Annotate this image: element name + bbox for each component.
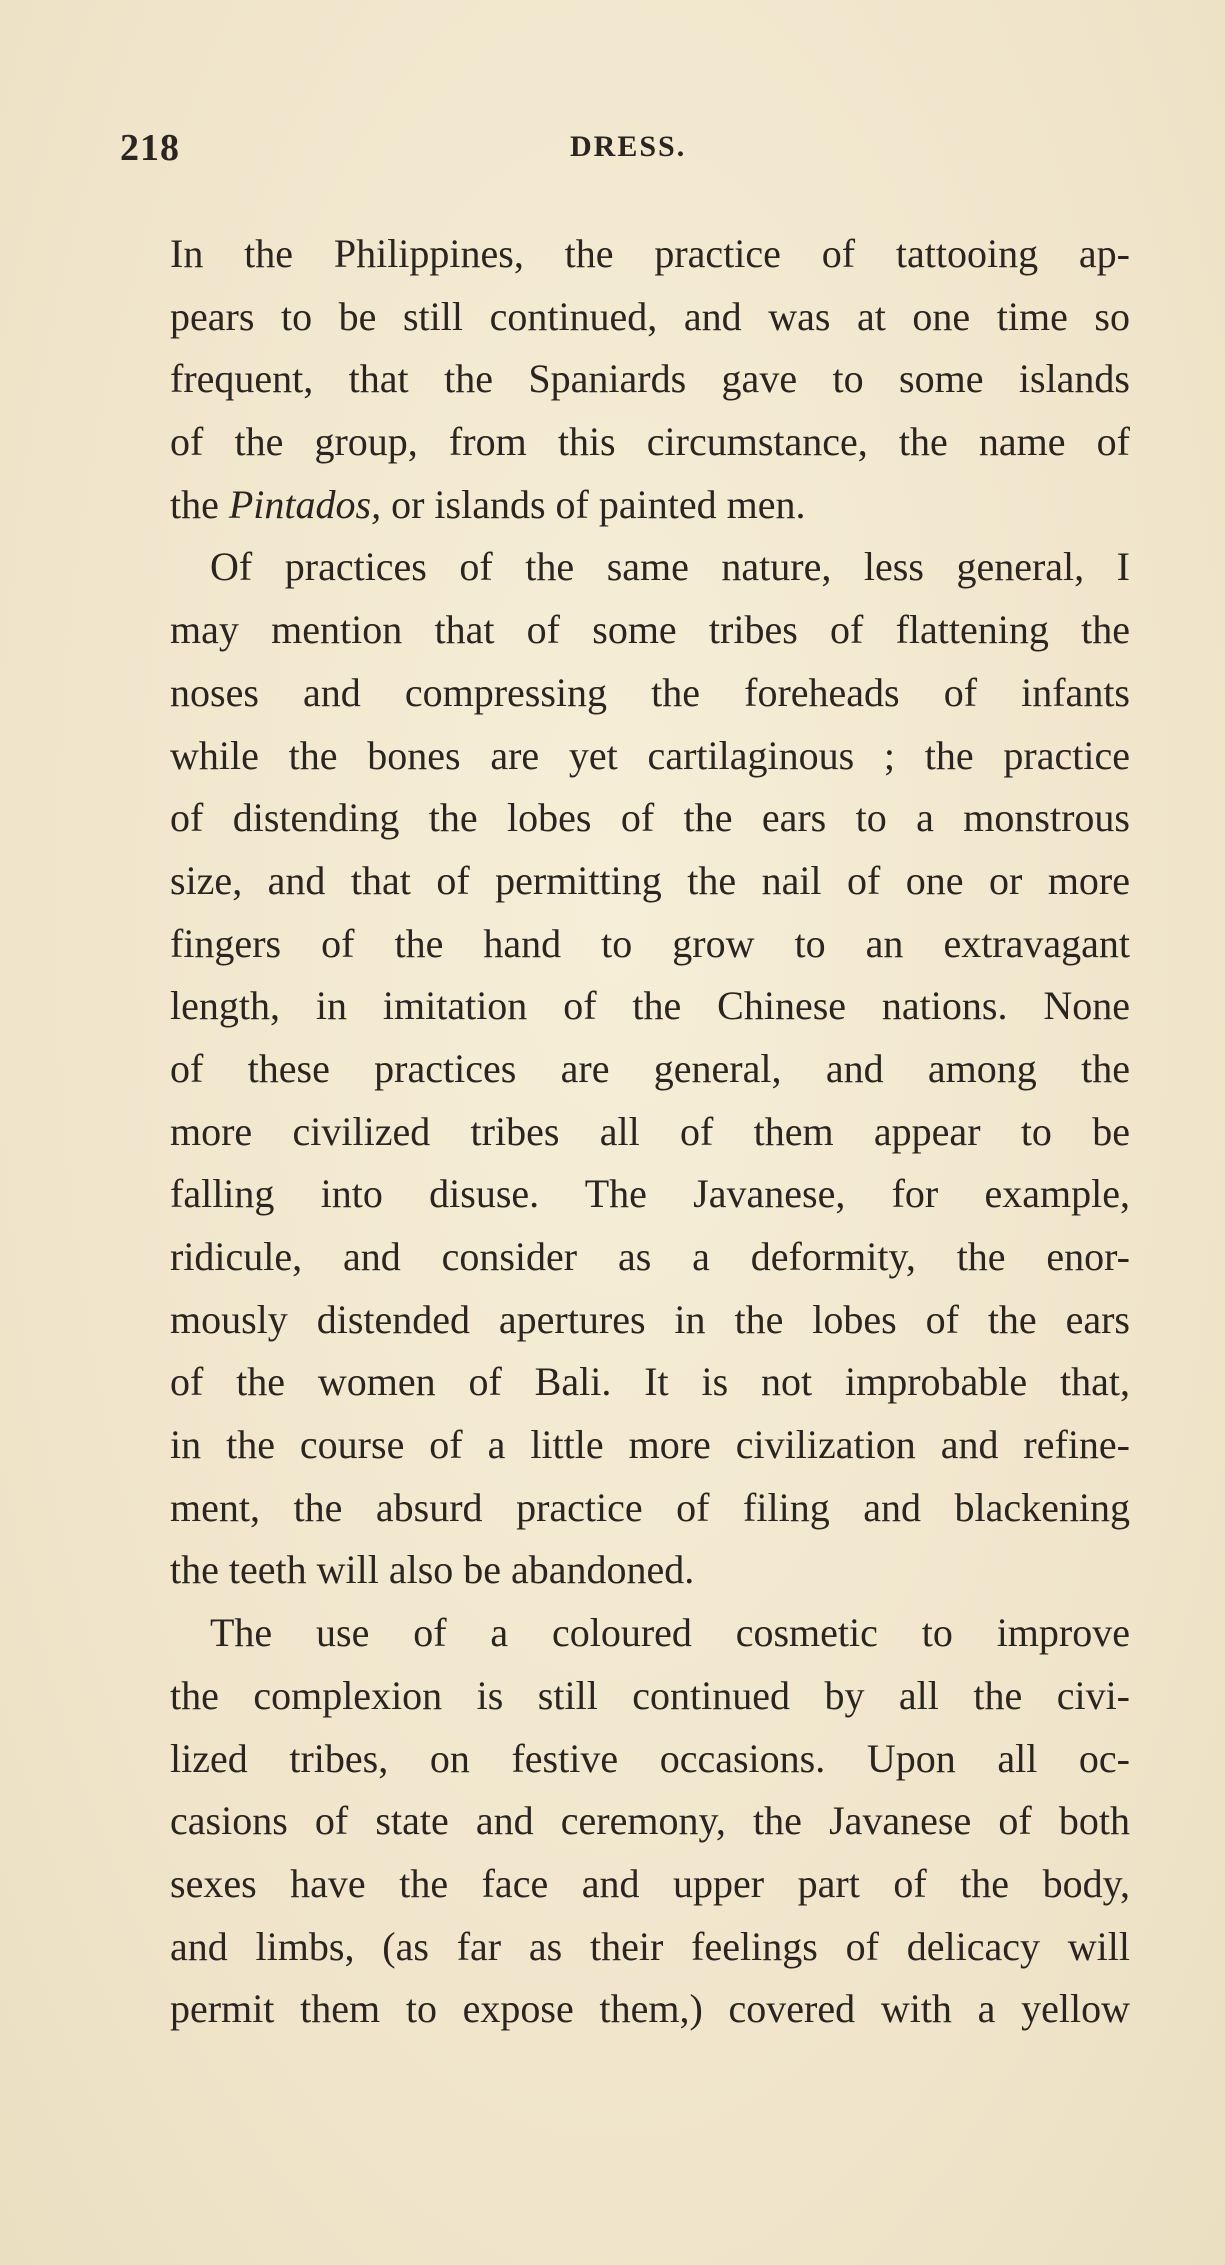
text-line: of these practices are general, and among the — [170, 1045, 1130, 1091]
text-line: ridicule, and consider as a deformity, the enor- — [170, 1234, 1130, 1279]
italic-term: Pintados, — [228, 481, 382, 527]
text-line: frequent, that the Spaniards gave to some islands — [170, 356, 1130, 402]
text-line: may mention that of some tribes of flattening the — [170, 607, 1130, 653]
text-fragment: the — [170, 481, 229, 527]
text-line: permit them to expose them,) covered with a yellow — [170, 1986, 1130, 2032]
running-head — [120, 126, 1120, 176]
text-line: The use of a coloured cosmetic to improve — [210, 1610, 1130, 1656]
body-text — [170, 223, 1130, 2041]
text-line: of the group, from this circumstance, the name of — [170, 419, 1130, 465]
text-line: In the Philippines, the practice of tattooing ap- — [170, 231, 1130, 276]
text-line: in the course of a little more civilization and refine- — [170, 1422, 1130, 1468]
text-line: more civilized tribes all of them appear to be — [170, 1108, 1130, 1154]
text-line: the complexion is still continued by all the civi- — [170, 1672, 1130, 1718]
text-line: casions of state and ceremony, the Javanese of both — [170, 1798, 1130, 1844]
text-line: size, and that of permitting the nail of one or more — [170, 857, 1130, 903]
text-line: the teeth will also be abandoned. — [170, 1547, 695, 1593]
text-line: mously distended apertures in the lobes of the ears — [170, 1296, 1130, 1342]
page-number: 218 — [120, 127, 180, 169]
text-line: falling into disuse. The Javanese, for example, — [170, 1171, 1130, 1217]
text-line: and limbs, (as far as their feelings of delicacy will — [170, 1923, 1130, 1969]
text-line: of distending the lobes of the ears to a monstrous — [170, 795, 1130, 841]
text-line: while the bones are yet cartilaginous ; the practice — [170, 732, 1130, 778]
text-line — [170, 474, 1130, 537]
section-title: DRESS. — [570, 130, 687, 163]
text-line: of the women of Bali. It is not improbable that, — [170, 1359, 1130, 1405]
text-line: Of practices of the same nature, less general, I — [210, 544, 1130, 590]
text-line: ment, the absurd practice of filing and blackening — [170, 1484, 1130, 1530]
text-line: lized tribes, on festive occasions. Upon all oc- — [170, 1735, 1130, 1781]
text-line: sexes have the face and upper part of the body, — [170, 1860, 1130, 1906]
text-line: fingers of the hand to grow to an extravagant — [170, 920, 1130, 966]
text-line: noses and compressing the foreheads of infants — [170, 669, 1130, 715]
text-line: pears to be still continued, and was at one time so — [170, 293, 1130, 339]
text-line: length, in imitation of the Chinese nations. None — [170, 983, 1130, 1029]
text-fragment: or islands of painted men. — [381, 481, 806, 527]
